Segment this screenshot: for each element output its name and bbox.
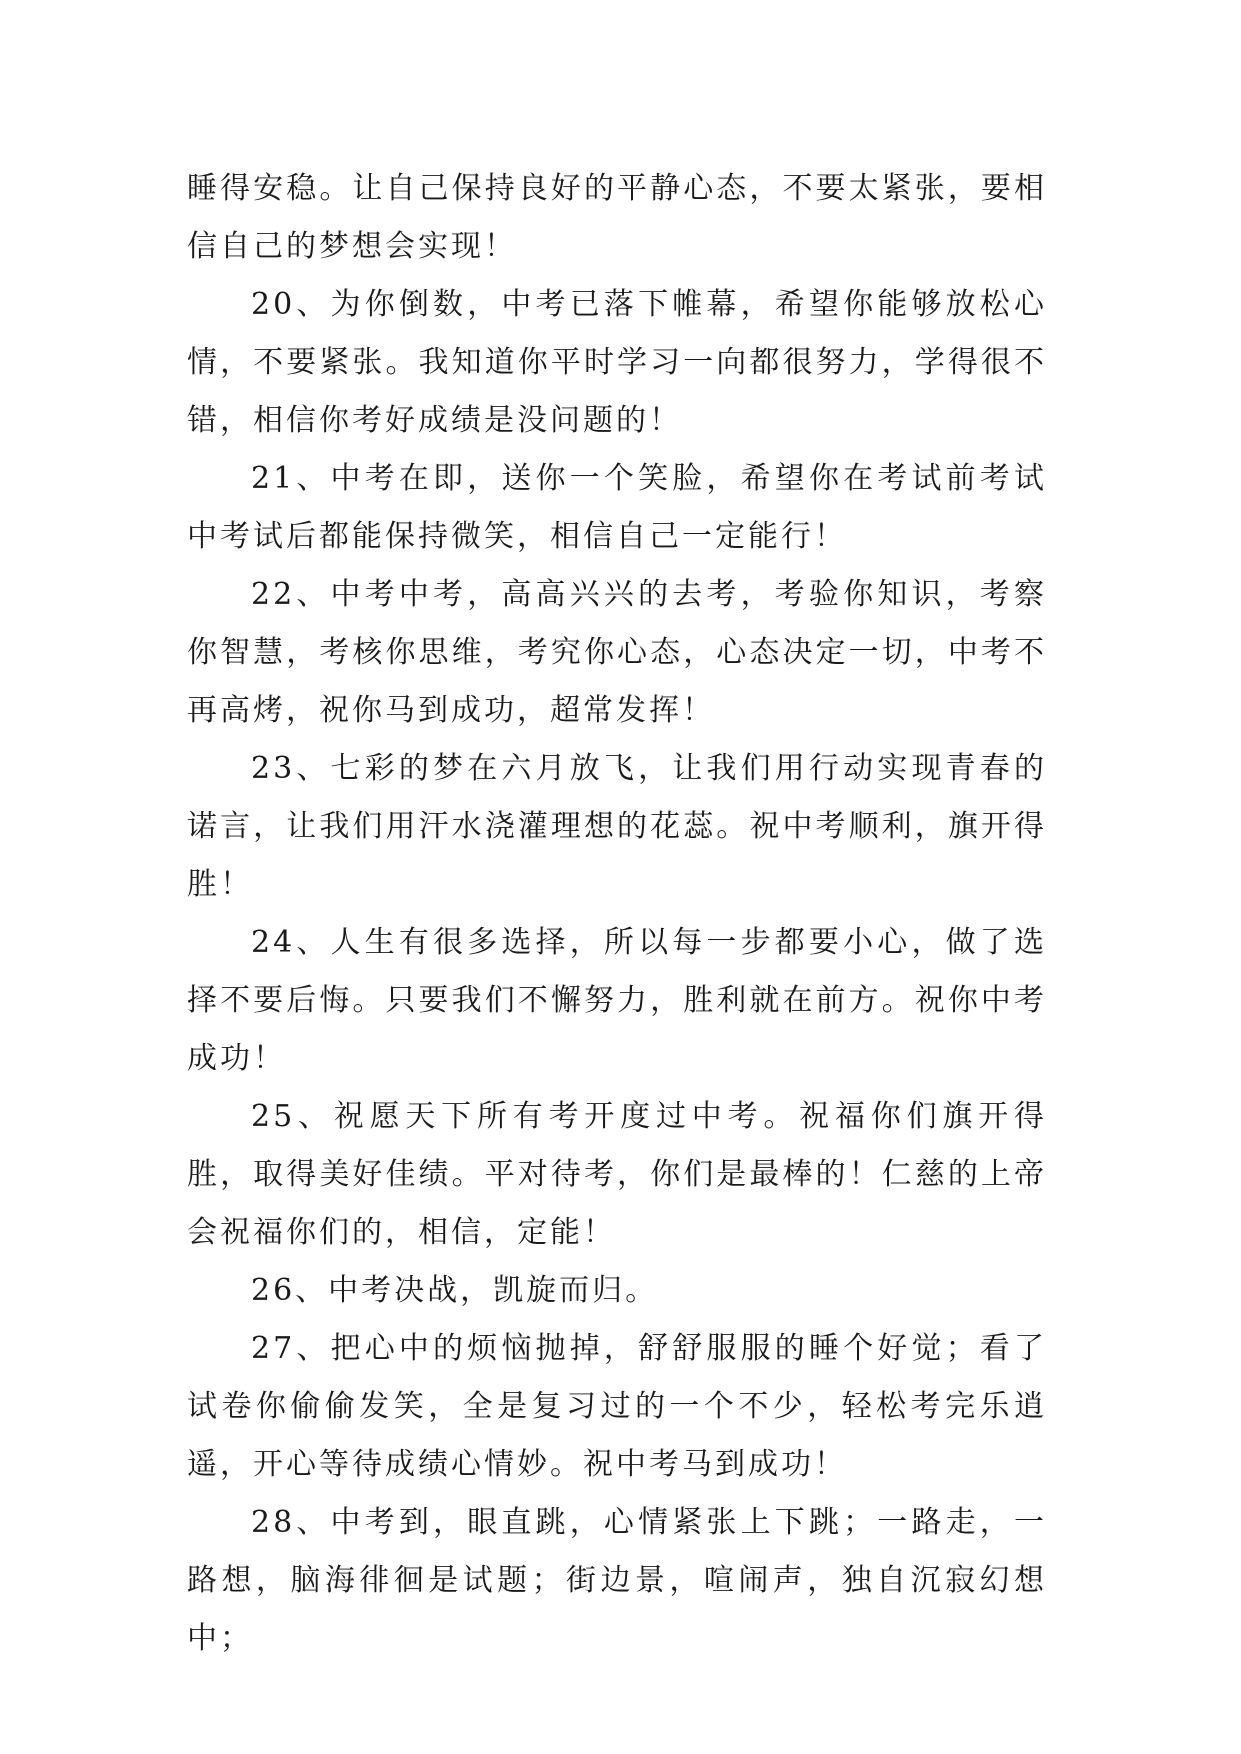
paragraph-item-27: 27、把心中的烦恼抛掉，舒舒服服的睡个好觉；看了试卷你偷偷发笑，全是复习过的一个不少，轻松考完乐逍遥，开心等待成绩心情妙。祝中考马到成功！ <box>187 1331 1047 1482</box>
paragraph-item-25: 25、祝愿天下所有考开度过中考。祝福你们旗开得胜，取得美好佳绩。平对待考，你们是最棒的！仁慈的上帝会祝福你们的，相信，定能！ <box>187 1099 1047 1250</box>
paragraph-item-24: 24、人生有很多选择，所以每一步都要小心，做了选择不要后悔。只要我们不懈努力，胜利就在前方。祝你中考成功！ <box>187 925 1047 1076</box>
paragraph-item-20: 20、为你倒数，中考已落下帷幕，希望你能够放松心情，不要紧张。我知道你平时学习一向都很努力，学得很不错，相信你考好成绩是没问题的！ <box>187 287 1047 438</box>
paragraph-item-26: 26、中考决战，凯旋而归。 <box>251 1273 659 1308</box>
paragraph-item-21: 21、中考在即，送你一个笑脸，希望你在考试前考试中考试后都能保持微笑，相信自己一定能行！ <box>187 461 1047 554</box>
paragraph-item-28: 28、中考到，眼直跳，心情紧张上下跳；一路走，一路想，脑海徘徊是试题；街边景，喧闹声，独自沉寂幻想中； <box>187 1505 1047 1656</box>
paragraph-continuation: 睡得安稳。让自己保持良好的平静心态，不要太紧张，要相信自己的梦想会实现！ <box>187 171 1047 264</box>
document-body <box>187 160 1047 1668</box>
paragraph-item-22: 22、中考中考，高高兴兴的去考，考验你知识，考察你智慧，考核你思维，考究你心态，心态决定一切，中考不再高烤，祝你马到成功，超常发挥！ <box>187 577 1047 728</box>
paragraph-item-23: 23、七彩的梦在六月放飞，让我们用行动实现青春的诺言，让我们用汗水浇灌理想的花蕊。祝中考顺利，旗开得胜！ <box>187 751 1047 902</box>
